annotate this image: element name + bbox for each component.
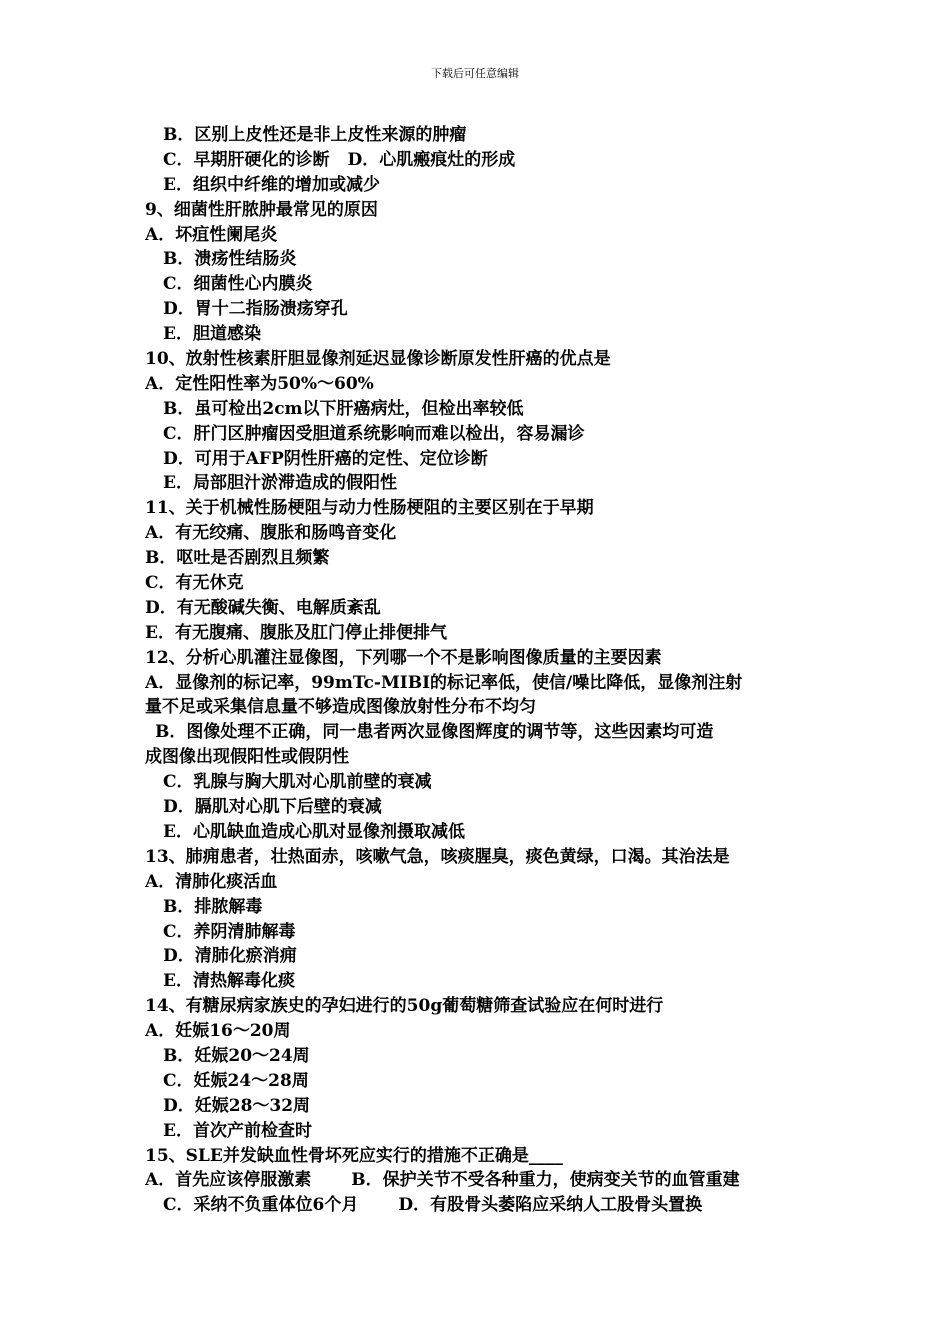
question-line: 13、肺痈患者，壮热面赤，咳嗽气急，咳痰腥臭，痰色黄绿，口渴。其治法是 xyxy=(145,846,730,867)
option-text: D．有股骨头萎陷应采纳人工股骨头置换 xyxy=(398,1195,703,1216)
option-line: A．定性阳性率为50%～60% xyxy=(145,373,374,394)
question-line: 14、有糖尿病家族史的孕妇进行的50g葡萄糖筛查试验应在何时进行 xyxy=(145,996,664,1017)
option-line: E．胆道感染 xyxy=(163,324,261,345)
question-line: 12、分析心肌灌注显像图，下列哪一个不是影响图像质量的主要因素 xyxy=(145,647,662,668)
option-line: E．组织中纤维的增加或减少 xyxy=(163,174,380,195)
option-text: A．首先应该停服激素 xyxy=(145,1170,312,1191)
option-text: C．早期肝硬化的诊断 xyxy=(163,149,330,170)
option-text: D．心肌瘢痕灶的形成 xyxy=(347,149,516,170)
option-line: B．呕吐是否剧烈且频繁 xyxy=(145,548,330,569)
option-line: A．妊娠16～20周 xyxy=(145,1021,291,1042)
option-line: C．细菌性心内膜炎 xyxy=(163,274,313,295)
option-line: A．有无绞痛、腹胀和肠鸣音变化 xyxy=(145,523,397,544)
question-line: 15、SLE并发缺血性骨坏死应实行的措施不正确是____ xyxy=(145,1145,563,1166)
option-line: B．溃疡性结肠炎 xyxy=(163,249,297,270)
option-line: A．显像剂的标记率，99mTc-MIBI的标记率低，使信/噪比降低，显像剂注射 xyxy=(145,672,743,693)
option-text: C．采纳不负重体位6个月 xyxy=(163,1195,359,1216)
option-line: C．肝门区肿瘤因受胆道系统影响而难以检出，容易漏诊 xyxy=(163,423,585,444)
option-line: D．清肺化瘀消痈 xyxy=(163,946,297,967)
option-line: A．清肺化痰活血 xyxy=(145,871,278,892)
option-line: D．有无酸碱失衡、电解质紊乱 xyxy=(145,597,381,618)
option-line: D．膈肌对心肌下后壁的衰减 xyxy=(163,797,382,818)
option-line: C．乳腺与胸大肌对心肌前壁的衰减 xyxy=(163,772,432,793)
document-body xyxy=(145,123,810,1218)
option-line: D．妊娠28～32周 xyxy=(163,1095,311,1116)
option-line: E．心肌缺血造成心肌对显像剂摄取减低 xyxy=(163,821,465,842)
page-header: 下载后可任意编辑 xyxy=(431,67,519,80)
option-line: C．有无休克 xyxy=(145,573,244,594)
option-line-continued: 成图像出现假阳性或假阴性 xyxy=(145,747,349,768)
option-line xyxy=(145,1193,810,1218)
option-line: A．坏疽性阑尾炎 xyxy=(145,224,278,245)
option-line: E．局部胆汁淤滞造成的假阳性 xyxy=(163,473,397,494)
option-line xyxy=(145,1168,810,1193)
option-line: D．胃十二指肠溃疡穿孔 xyxy=(163,299,348,320)
option-text: B．保护关节不受各种重力，使病变关节的血管重建 xyxy=(351,1170,740,1191)
option-line: E．有无腹痛、腹胀及肛门停止排便排气 xyxy=(145,622,447,643)
option-line: E．清热解毒化痰 xyxy=(163,971,295,992)
option-line: D．可用于AFP阴性肝癌的定性、定位诊断 xyxy=(163,448,488,469)
option-line xyxy=(145,148,810,173)
option-line: C．养阴清肺解毒 xyxy=(163,921,296,942)
option-line: B．排脓解毒 xyxy=(163,896,263,917)
option-line: B．虽可检出2cm以下肝癌病灶，但检出率较低 xyxy=(163,398,524,419)
option-line: B．妊娠20～24周 xyxy=(163,1045,310,1066)
option-line: C．妊娠24～28周 xyxy=(163,1070,309,1091)
option-line: B．图像处理不正确，同一患者两次显像图辉度的调节等，这些因素均可造 xyxy=(155,722,714,743)
question-line: 9、细菌性肝脓肿最常见的原因 xyxy=(145,199,378,220)
option-line-continued: 量不足或采集信息量不够造成图像放射性分布不均匀 xyxy=(145,697,536,718)
option-line: E．首次产前检查时 xyxy=(163,1120,312,1141)
option-line: B．区别上皮性还是非上皮性来源的肿瘤 xyxy=(163,125,467,145)
question-line: 10、放射性核素肝胆显像剂延迟显像诊断原发性肝癌的优点是 xyxy=(145,349,611,370)
question-line: 11、关于机械性肠梗阻与动力性肠梗阻的主要区别在于早期 xyxy=(145,498,594,519)
